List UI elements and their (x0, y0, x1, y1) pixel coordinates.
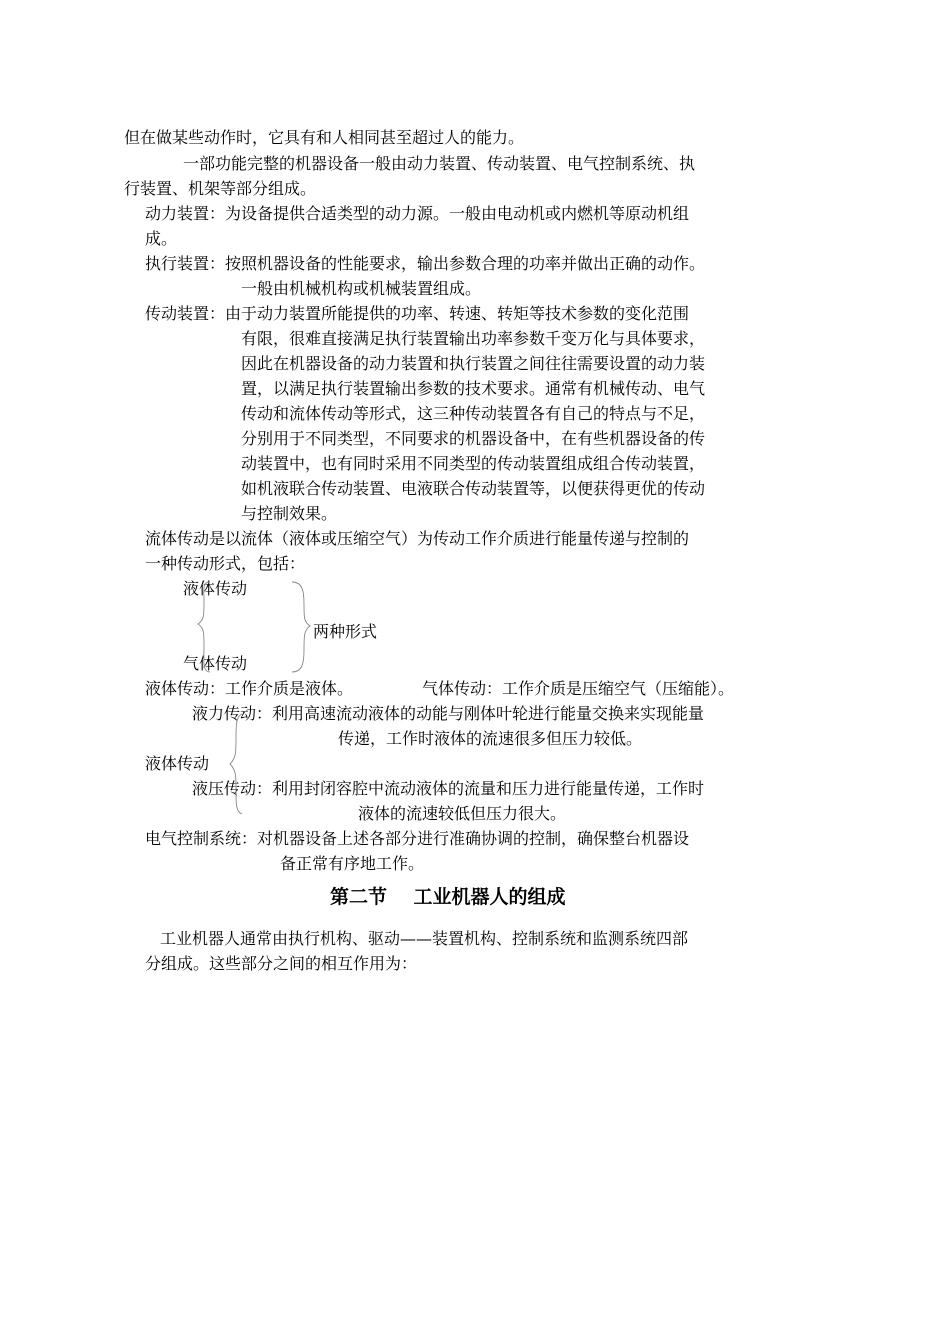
power-device-line: 动力装置：为设备提供合适类型的动力源。一般由电动机或内燃机等原动机组 (145, 204, 690, 223)
transmission-line: 有限，很难直接满足执行装置输出功率参数千变万化与具体要求， (241, 329, 706, 348)
transmission-line: 分别用于不同类型，不同要求的机器设备中，在有些机器设备的传 (241, 429, 706, 448)
liquid-transmission-label: 液体传动 (183, 579, 248, 598)
hydraulic-line: 液体的流速较低但压力很大。 (358, 804, 567, 823)
hydrodynamic-line: 液力传动：利用高速流动液体的动能与刚体叶轮进行能量交换来实现能量 (192, 704, 705, 723)
liquid-transmission-label: 液体传动 (145, 754, 210, 773)
grouping-brace (196, 580, 316, 676)
fluid-transmission-line: 流体传动是以流体（液体或压缩空气）为传动工作介质进行能量传递与控制的 (145, 529, 690, 548)
text-line: 一部功能完整的机器设备一般由动力装置、传动装置、电气控制系统、执 (183, 154, 696, 173)
transmission-line: 因此在机器设备的动力装置和执行装置之间往往需要设置的动力装 (241, 354, 706, 373)
transmission-line: 与控制效果。 (241, 504, 338, 523)
transmission-line: 如机液联合传动装置、电液联合传动装置等，以便获得更优的传动 (241, 479, 706, 498)
section-heading: 第二节 工业机器人的组成 (330, 886, 566, 908)
transmission-line: 动装置中，也有同时采用不同类型的传动装置组成组合传动装置， (241, 454, 706, 473)
hydraulic-line: 液压传动：利用封闭容腔中流动液体的流量和压力进行能量传递，工作时 (192, 779, 705, 798)
executive-device-line: 一般由机械机构或机械装置组成。 (241, 279, 482, 298)
transmission-line: 传动装置：由于动力装置所能提供的功率、转速、转矩等技术参数的变化范围 (145, 304, 690, 323)
electrical-control-line: 备正常有序地工作。 (280, 854, 425, 873)
executive-device-line: 执行装置：按照机器设备的性能要求，输出参数合理的功率并做出正确的动作。 (145, 254, 706, 273)
transmission-line: 置，以满足执行装置输出参数的技术要求。通常有机械传动、电气 (241, 379, 706, 398)
hydrodynamic-line: 传递，工作时液体的流速很多但压力较低。 (338, 729, 643, 748)
text-line: 行装置、机架等部分组成。 (124, 179, 317, 198)
electrical-control-line: 电气控制系统：对机器设备上述各部分进行准确协调的控制，确保整台机器设 (145, 829, 690, 848)
grouping-brace (228, 712, 252, 818)
text-line: 但在做某些动作时，它具有和人相同甚至超过人的能力。 (124, 128, 525, 147)
gas-transmission-label: 气体传动 (183, 654, 248, 673)
robot-composition-line: 工业机器人通常由执行机构、驱动——装置机构、控制系统和监测系统四部 (160, 929, 689, 948)
robot-composition-line: 分组成。这些部分之间的相互作用为： (145, 954, 418, 973)
two-forms-label: 两种形式 (313, 622, 378, 641)
fluid-transmission-line: 一种传动形式，包括： (145, 554, 306, 573)
liquid-definition: 液体传动：工作介质是液体。 (145, 679, 354, 698)
power-device-line: 成。 (145, 229, 178, 248)
transmission-line: 传动和流体传动等形式，这三种传动装置各有自己的特点与不足， (241, 404, 706, 423)
gas-definition: 气体传动：工作介质是压缩空气（压缩能）。 (422, 679, 735, 698)
